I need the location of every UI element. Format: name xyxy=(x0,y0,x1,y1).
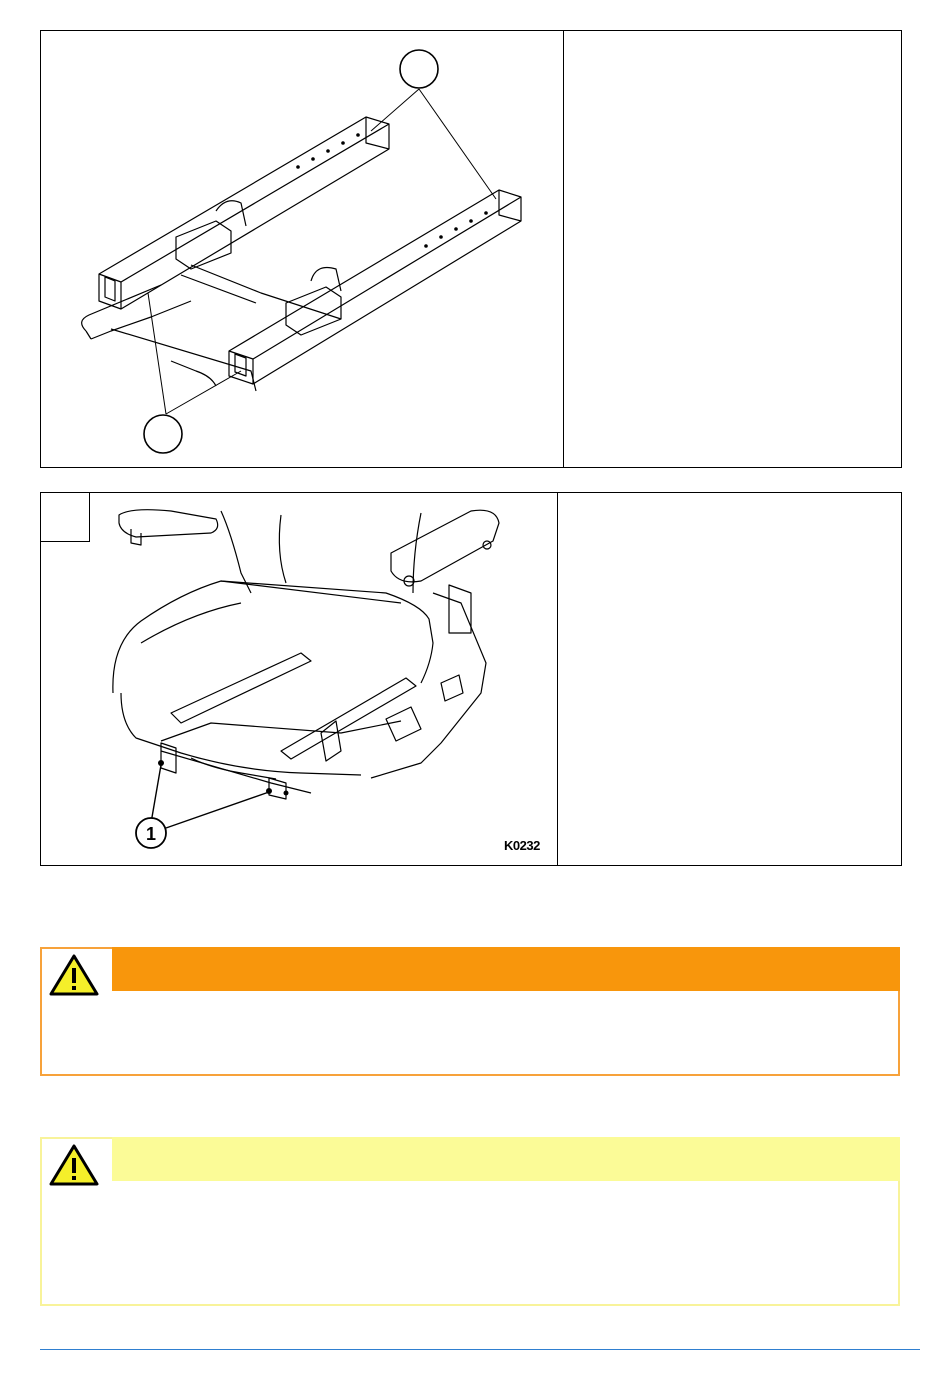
seat-assembly-illustration xyxy=(41,493,558,865)
caution-notice xyxy=(40,1137,900,1306)
step-number-box xyxy=(40,492,90,542)
warning-body xyxy=(42,993,898,1074)
figure-panel-top xyxy=(40,30,902,468)
caution-body xyxy=(42,1183,898,1304)
seat-rail-illustration xyxy=(41,31,564,467)
seat-assembly-drawing xyxy=(41,493,557,865)
callout-circle-bottom xyxy=(144,415,182,453)
footer-rule xyxy=(40,1349,920,1350)
caution-header-bar xyxy=(112,1137,900,1181)
figure-panel-bottom xyxy=(40,492,902,866)
warning-header-bar xyxy=(112,947,900,991)
figure-description-bottom xyxy=(557,493,901,865)
figure-description-top xyxy=(564,31,901,467)
warning-triangle-icon xyxy=(48,1143,100,1187)
warning-notice xyxy=(40,947,900,1076)
warning-triangle-icon xyxy=(48,953,100,997)
callout-circle-top xyxy=(400,50,438,88)
seat-rails-drawing xyxy=(41,31,563,467)
callout-label-1: 1 xyxy=(145,824,157,844)
figure-code: K0232 xyxy=(504,838,540,853)
